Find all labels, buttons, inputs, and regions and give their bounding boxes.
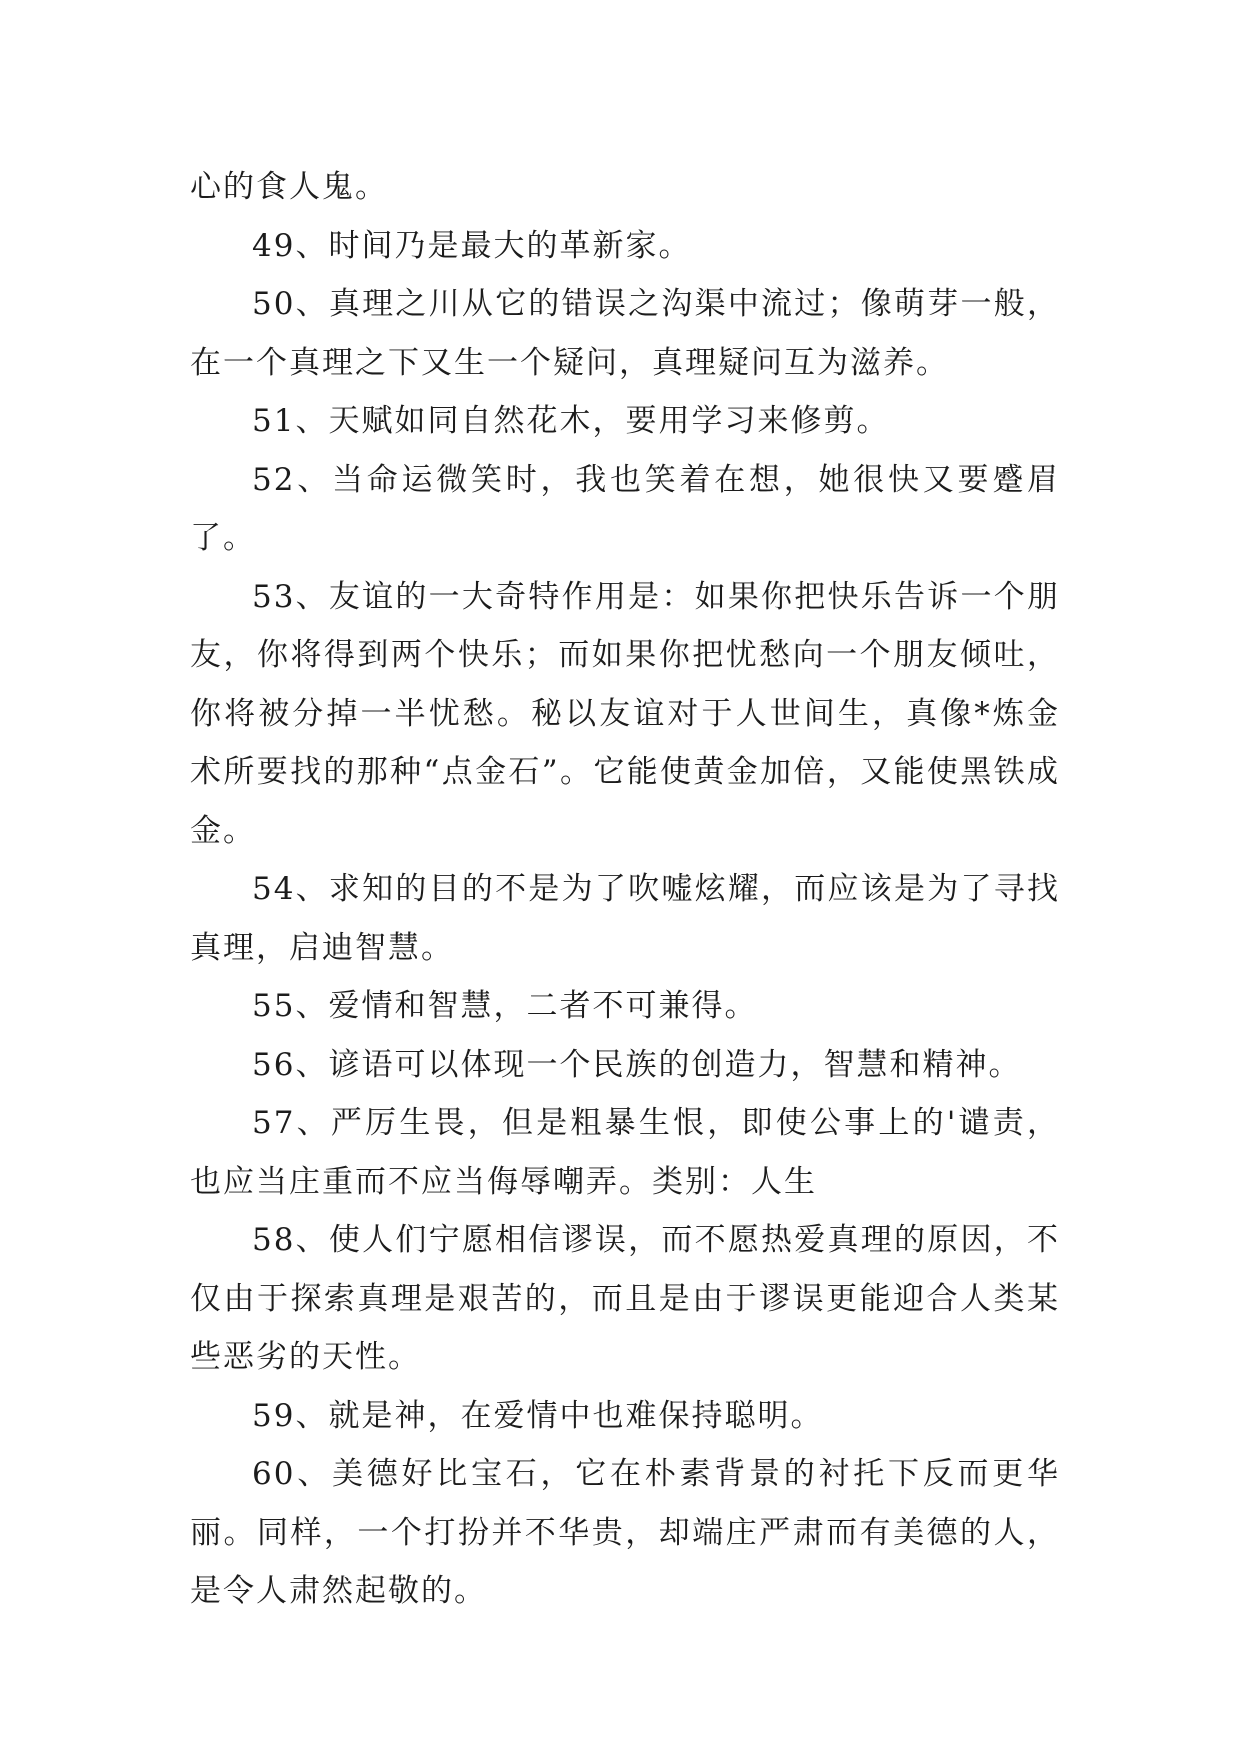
quote-50: 50、真理之川从它的错误之沟渠中流过；像萌芽一般，在一个真理之下又生一个疑问，真理疑问互为滋养。 [190, 286, 1060, 381]
quote-52: 52、当命运微笑时，我也笑着在想，她很快又要蹙眉了。 [190, 461, 1060, 556]
document-body [190, 158, 1060, 1621]
quote-57: 57、严厉生畏，但是粗暴生恨，即使公事上的'谴责，也应当庄重而不应当侮辱嘲弄。类别：人生 [190, 1105, 1060, 1200]
quote-60: 60、美德好比宝石，它在朴素背景的衬托下反而更华丽。同样，一个打扮并不华贵，却端庄严肃而有美德的人，是令人肃然起敬的。 [190, 1456, 1060, 1609]
quote-53: 53、友谊的一大奇特作用是：如果你把快乐告诉一个朋友，你将得到两个快乐；而如果你把忧愁向一个朋友倾吐，你将被分掉一半忧愁。秘以友谊对于人世间生，真像*炼金术所要找的那种“点金石”。它能使黄金加倍，又能使黑铁成金。 [190, 578, 1060, 849]
quote-58: 58、使人们宁愿相信谬误，而不愿热爱真理的原因，不仅由于探索真理是艰苦的，而且是由于谬误更能迎合人类某些恶劣的天性。 [190, 1222, 1060, 1375]
paragraph-continuation: 心的食人鬼。 [190, 169, 388, 205]
quote-49: 49、时间乃是最大的革新家。 [252, 227, 692, 264]
quote-54: 54、求知的目的不是为了吹嘘炫耀，而应该是为了寻找真理，启迪智慧。 [190, 871, 1060, 966]
quote-56: 56、谚语可以体现一个民族的创造力，智慧和精神。 [252, 1046, 1022, 1083]
quote-51: 51、天赋如同自然花木，要用学习来修剪。 [252, 403, 890, 439]
quote-55: 55、爱情和智慧，二者不可兼得。 [252, 988, 758, 1024]
quote-59: 59、就是神，在爱情中也难保持聪明。 [252, 1397, 824, 1434]
